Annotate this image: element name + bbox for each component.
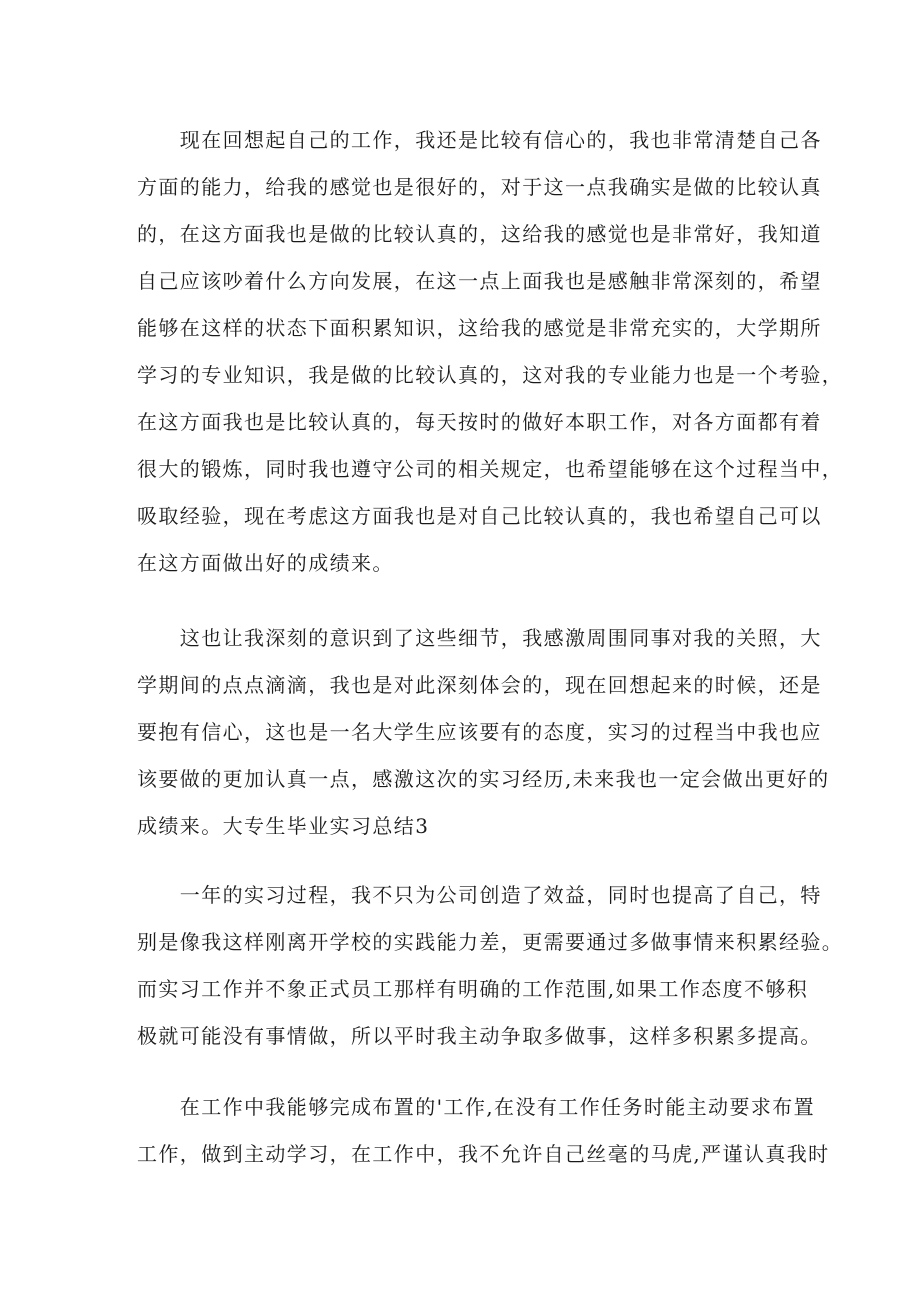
paragraph-3: [137, 872, 844, 1060]
text-line: 该要做的更加认真一点，感激这次的实习经历,未来我也一定会做出更好的: [137, 767, 830, 791]
paragraph-1: [137, 117, 844, 587]
paragraph-2: [137, 615, 830, 850]
text-line: 方面的能力，给我的感觉也是很好的，对于这一点我确实是做的比较认真: [137, 175, 822, 199]
text-line: 学习的专业知识，我是做的比较认真的，这对我的专业能力也是一个考验，: [137, 363, 844, 387]
text-line: 在这方面我也是比较认真的，每天按时的做好本职工作，对各方面都有着: [137, 410, 822, 434]
text-line: 这也让我深刻的意识到了这些细节，我感激周围同事对我的关照，大: [137, 626, 822, 650]
text-line: 要抱有信心，这也是一名大学生应该要有的态度，实习的过程当中我也应: [137, 720, 822, 744]
paragraph-4: [137, 1084, 830, 1178]
text-line: 的，在这方面我也是做的比较认真的，这给我的感觉也是非常好，我知道: [137, 222, 822, 246]
text-line: 吸取经验，现在考虑这方面我也是对自己比较认真的，我也希望自己可以: [137, 504, 822, 528]
text-line: 别是像我这样刚离开学校的实践能力差，更需要通过多做事情来积累经验。: [137, 930, 844, 954]
text-line: 在工作中我能够完成布置的'工作,在没有工作任务时能主动要求布置: [137, 1095, 816, 1119]
text-line: 而实习工作并不象正式员工那样有明确的工作范围,如果工作态度不够积: [137, 977, 809, 1001]
text-line: 现在回想起自己的工作，我还是比较有信心的，我也非常清楚自己各: [137, 128, 822, 152]
text-line: 很大的锻炼，同时我也遵守公司的相关规定，也希望能够在这个过程当中，: [137, 457, 844, 481]
text-line: 工作，做到主动学习，在工作中，我不允许自己丝毫的马虎,严谨认真我时: [137, 1142, 830, 1166]
text-line: 成绩来。大专生毕业实习总结3: [137, 814, 430, 838]
text-line: 学期间的点点滴滴，我也是对此深刻体会的，现在回想起来的时候，还是: [137, 673, 822, 697]
text-line: 一年的实习过程，我不只为公司创造了效益，同时也提高了自己，特: [137, 883, 822, 907]
text-line: 极就可能没有事情做，所以平时我主动争取多做事，这样多积累多提高。: [137, 1024, 822, 1048]
text-line: 能够在这样的状态下面积累知识，这给我的感觉是非常充实的，大学期所: [137, 316, 822, 340]
text-line: 自己应该吵着什么方向发展，在这一点上面我也是感触非常深刻的，希望: [137, 269, 822, 293]
text-line: 在这方面做出好的成绩来。: [137, 551, 394, 575]
